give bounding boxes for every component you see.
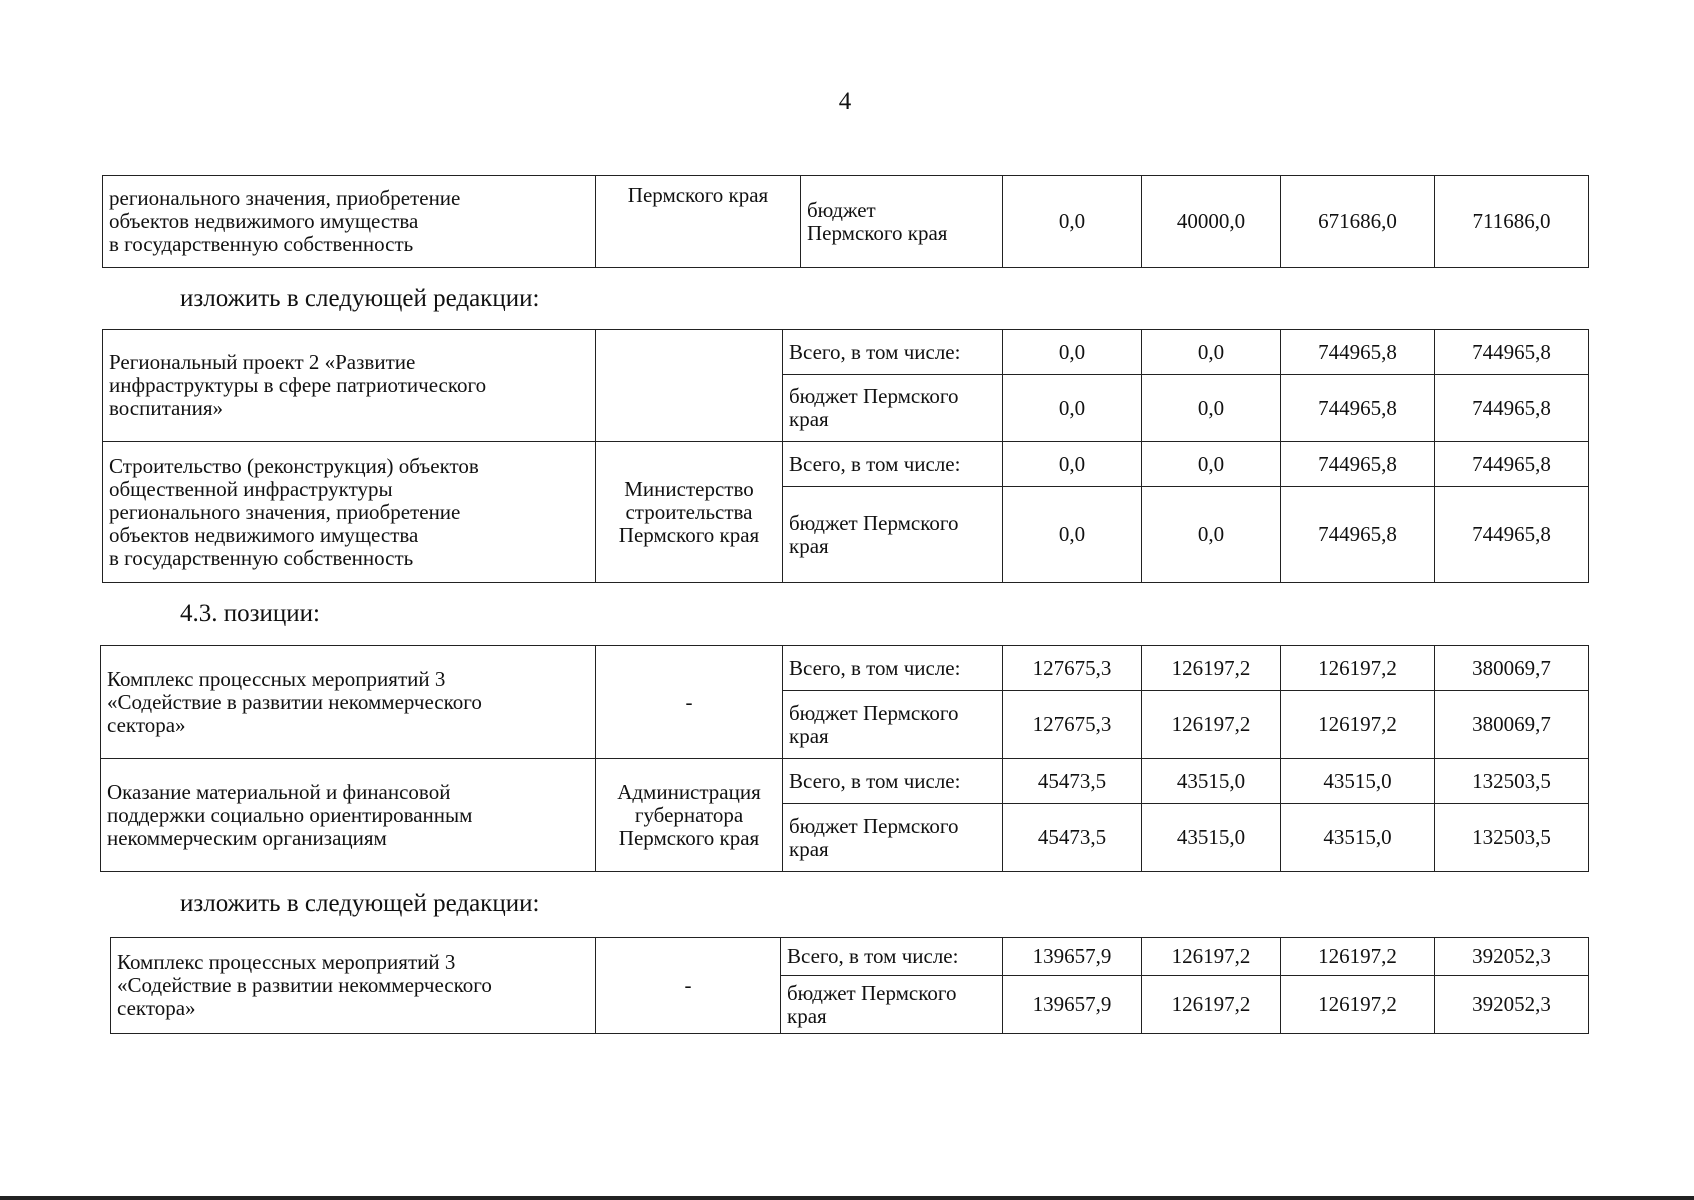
value-cell: 139657,9	[1003, 938, 1142, 976]
value-cell: 392052,3	[1435, 938, 1589, 976]
value-cell: 43515,0	[1281, 804, 1435, 872]
value-cell: 127675,3	[1003, 691, 1142, 759]
table-positions	[100, 645, 1589, 872]
funding-source: бюджет Пермского края	[783, 691, 1003, 759]
funding-source: Всего, в том числе:	[783, 646, 1003, 691]
table-row	[111, 938, 1589, 976]
table-row	[103, 442, 1589, 487]
value-cell: 380069,7	[1435, 691, 1589, 759]
funding-source: бюджет Пермского края	[781, 976, 1003, 1034]
executor: -	[596, 646, 783, 759]
table-continuation	[102, 175, 1589, 268]
value-cell: 126197,2	[1281, 938, 1435, 976]
value-cell: 43515,0	[1142, 759, 1281, 804]
value-cell: 126197,2	[1142, 976, 1281, 1034]
value-cell: 744965,8	[1281, 442, 1435, 487]
measure-name: регионального значения, приобретение объектов недвижимого имущества в государственную собственность	[103, 176, 596, 268]
value-cell: 126197,2	[1281, 976, 1435, 1034]
table-new-edition-2	[110, 937, 1589, 1034]
value-cell: 0,0	[1003, 442, 1142, 487]
table-new-edition-1	[102, 329, 1589, 583]
funding-source: Всего, в том числе:	[783, 442, 1003, 487]
section-heading: изложить в следующей редакции:	[180, 285, 540, 312]
table-row	[101, 646, 1589, 691]
value-cell: 126197,2	[1142, 646, 1281, 691]
value-cell: 43515,0	[1281, 759, 1435, 804]
value-cell: 0,0	[1003, 375, 1142, 442]
value-cell: 0,0	[1142, 487, 1281, 583]
executor: -	[596, 938, 781, 1034]
section-heading: 4.3. позиции:	[180, 600, 320, 627]
funding-source: Всего, в том числе:	[781, 938, 1003, 976]
value-cell: 126197,2	[1142, 938, 1281, 976]
executor	[596, 330, 783, 442]
section-heading: изложить в следующей редакции:	[180, 890, 540, 917]
funding-source: Всего, в том числе:	[783, 330, 1003, 375]
scan-edge-line	[0, 1196, 1694, 1200]
funding-source: бюджет Пермского края	[783, 375, 1003, 442]
value-cell: 744965,8	[1435, 330, 1589, 375]
executor: Администрация губернатора Пермского края	[596, 759, 783, 872]
value-cell: 126197,2	[1281, 646, 1435, 691]
funding-source: Всего, в том числе:	[783, 759, 1003, 804]
value-cell: 744965,8	[1281, 487, 1435, 583]
measure-name: Комплекс процессных мероприятий 3 «Содействие в развитии некоммерческого сектора»	[111, 938, 596, 1034]
value-cell: 744965,8	[1281, 330, 1435, 375]
value-cell: 127675,3	[1003, 646, 1142, 691]
executor: Пермского края	[596, 176, 801, 268]
value-cell: 0,0	[1142, 330, 1281, 375]
value-cell: 132503,5	[1435, 804, 1589, 872]
value-cell: 0,0	[1003, 176, 1142, 268]
value-cell: 0,0	[1003, 330, 1142, 375]
table-row	[101, 759, 1589, 804]
value-cell: 0,0	[1003, 487, 1142, 583]
table-row	[103, 176, 1589, 268]
value-cell: 744965,8	[1435, 375, 1589, 442]
executor: Министерство строительства Пермского края	[596, 442, 783, 583]
table-row	[103, 330, 1589, 375]
value-cell: 380069,7	[1435, 646, 1589, 691]
value-cell: 0,0	[1142, 375, 1281, 442]
measure-name: Комплекс процессных мероприятий 3 «Содействие в развитии некоммерческого сектора»	[101, 646, 596, 759]
value-cell: 126197,2	[1281, 691, 1435, 759]
measure-name: Строительство (реконструкция) объектов общественной инфраструктуры регионального значения, приобретение объектов недвижимого имущества в государственную собственность	[103, 442, 596, 583]
funding-source: бюджет Пермского края	[783, 804, 1003, 872]
measure-name: Оказание материальной и финансовой поддержки социально ориентированным некоммерческим организациям	[101, 759, 596, 872]
measure-name: Региональный проект 2 «Развитие инфраструктуры в сфере патриотического воспитания»	[103, 330, 596, 442]
value-cell: 40000,0	[1142, 176, 1281, 268]
value-cell: 126197,2	[1142, 691, 1281, 759]
funding-source: бюджет Пермского края	[783, 487, 1003, 583]
funding-source: бюджет Пермского края	[801, 176, 1003, 268]
value-cell: 45473,5	[1003, 804, 1142, 872]
value-cell: 139657,9	[1003, 976, 1142, 1034]
value-cell: 744965,8	[1435, 487, 1589, 583]
value-cell: 744965,8	[1281, 375, 1435, 442]
page-number: 4	[838, 88, 852, 115]
value-cell: 43515,0	[1142, 804, 1281, 872]
value-cell: 671686,0	[1281, 176, 1435, 268]
value-cell: 45473,5	[1003, 759, 1142, 804]
value-cell: 744965,8	[1435, 442, 1589, 487]
value-cell: 392052,3	[1435, 976, 1589, 1034]
value-cell: 0,0	[1142, 442, 1281, 487]
value-cell: 711686,0	[1435, 176, 1589, 268]
value-cell: 132503,5	[1435, 759, 1589, 804]
